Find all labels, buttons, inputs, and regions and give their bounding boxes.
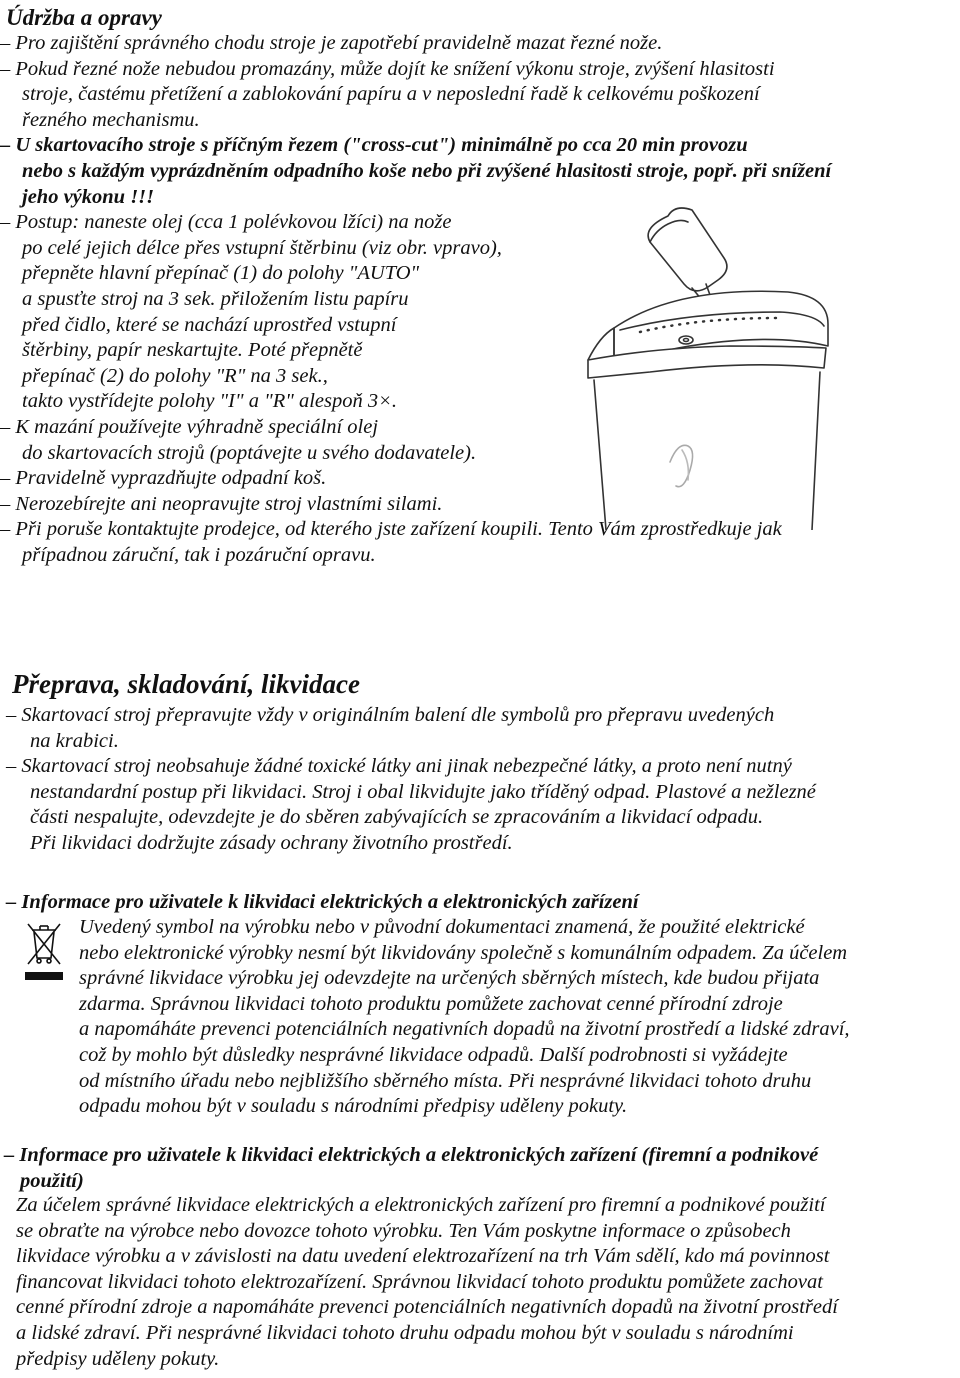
maintenance-item-empty-bin: – Pravidelně vyprazdňujte odpadní koš. — [0, 467, 327, 490]
shredder-icon — [588, 291, 828, 530]
business-text: Za účelem správné likvidace elektrických a elektronických zařízení pro firemní a podnikové použití se obraťte na výrobce nebo dovozce tohoto výrobku. Ten Vám poskytne informace o způsobech likvidace výrobku a v závislosti na datu uvedení elektrozařízení na trh Vám sdělí, kdo má povinnost financovat likvidaci tohoto elektrozařízení. Správnou likvidací tohoto produktu pomůžete zachovat cenné přírodní zdroje a napomáháte prevenci potenciálních negativních dopadů na životní prostředí a lidské zdraví. Při nesprávné likvidaci tohoto druhu odpadu mohou být v souladu s národními předpisy uděleny pokuty. — [16, 1194, 838, 1370]
transport-item-2: – Skartovací stroj neobsahuje žádné toxické látky ani jinak nebezpečné látky, a proto není nutný — [6, 755, 792, 778]
maintenance-item-crosscut: – U skartovacího stroje s příčným řezem ("cross-cut") minimálně po cca 20 min provozu — [0, 134, 748, 157]
business-heading: – Informace pro uživatele k likvidaci elektrických a elektronických zařízení (firemní a podnikové použití) — [4, 1144, 819, 1192]
maintenance-item-repair: – Při poruše kontaktujte prodejce, od kterého jste zařízení koupili. Tento Vám zprostředkuje jak — [0, 518, 782, 541]
maintenance-title: Údržba a opravy — [6, 5, 162, 30]
maintenance-item-oil: – K mazání používejte výhradně speciální olej — [0, 415, 379, 438]
shredder-oiling-illustration — [580, 200, 850, 530]
transport-item-1: – Skartovací stroj přepravujte vždy v originálním balení dle symbolů pro přepravu uvedených — [6, 704, 775, 726]
maintenance-item-no-disassembly: – Nerozebírejte ani neopravujte stroj vlastními silami. — [0, 492, 443, 515]
maintenance-item-procedure: – Postup: naneste olej (cca 1 polévkovou lžíci) na nože — [0, 211, 452, 234]
transport-list: – Skartovací stroj přepravujte vždy v originálním balení dle symbolů pro přepravu uvedených na krabici. – Skartovací stroj neobsahuje žádné toxické látky ani jinak nebezpečné látky, a proto není nutný nestandardní postup při likvidaci. Stroj i obal likvidujte jako tříděný odpad. Plastové a nežlezné části nespalujte, odevzdejte je do sběren zabývajících se zpracováním a likvidací odpadu. Při likvidaci dodržujte zásady ochrany životního prostředí. — [6, 704, 816, 854]
weee-text: Uvedený symbol na výrobku nebo v původní dokumentaci znamená, že použité elektrické nebo elektronické výrobky nesmí být likvidovány společně s komunálním odpadem. Za účelem správné likvidace výrobku jej odevzdejte na určených sběrných místech, kde budou přijata zdarma. Správnou likvidaci tohoto produktu pomůžete zachovat cenné přírodní zdroje a napomáháte prevenci potenciálních negativních dopadů na životní prostředí a lidské zdraví, což by mohlo být důsledky nesprávné likvidace odpadů. Další podrobnosti si vyžádejte od místního úřadu nebo nejbližšího sběrného místa. Při nesprávné likvidaci tohoto druhu odpadu mohou být v souladu s národními předpisy uděleny pokuty. — [79, 916, 850, 1118]
transport-title: Přeprava, skladování, likvidace — [12, 669, 360, 699]
crossed-bin-icon — [22, 920, 66, 986]
maintenance-item-1: – Pro zajištění správného chodu stroje je zapotřebí pravidelně mazat řezné nože. — [0, 32, 663, 54]
weee-heading: – Informace pro uživatele k likvidaci elektrických a elektronických zařízení — [6, 891, 639, 913]
maintenance-list: – Pro zajištění správného chodu stroje je zapotřebí pravidelně mazat řezné nože. – Pokud řezné nože nebudou promazány, může dojít ke snížení výkonu stroje, zvýšení hlasitosti stroje, častému přetížení a zablokování papíru a v neposlední řadě k celkovému poškození řezného mechanismu. – U skartovacího stroje s příčným řezem ("cross-cut") minimálně po cca 20 min provozu nebo s každým vyprázdněním odpadního koše nebo při zvýšené hlasitosti stroje, popř. při snížení jeho výkonu !!! – Postup: naneste olej (cca 1 polévkovou lžíci) na nože po celé jejich délce přes vstupní štěrbinu (viz obr. vpravo), přepněte hlavní přepínač (1) do polohy "AUTO" a spusťte stroj na 3 sek. přiložením listu papíru před čidlo, které se nachází uprostřed vstupní štěrbiny, papír neskartujte. Poté přepnětě přepínač (2) do polohy "R" na 3 sek., takto vystřídejte polohy "I" a "R" alespoň 3×. – K mazání používejte výhradně speciální olej do skartovacích strojů (poptávejte u svého dodavatele). – Pravidelně vyprazdňujte odpadní koš. – Nerozebírejte ani neopravujte stroj vlastními silami. – Při poruše kontaktujte prodejce, od kterého jste zařízení koupili. Tento Vám zprostředkuje jak případnou záruční, tak i pozáruční opravu. — [0, 32, 832, 566]
maintenance-item-2: – Pokud řezné nože nebudou promazány, může dojít ke snížení výkonu stroje, zvýšení hlasitosti — [0, 57, 775, 80]
